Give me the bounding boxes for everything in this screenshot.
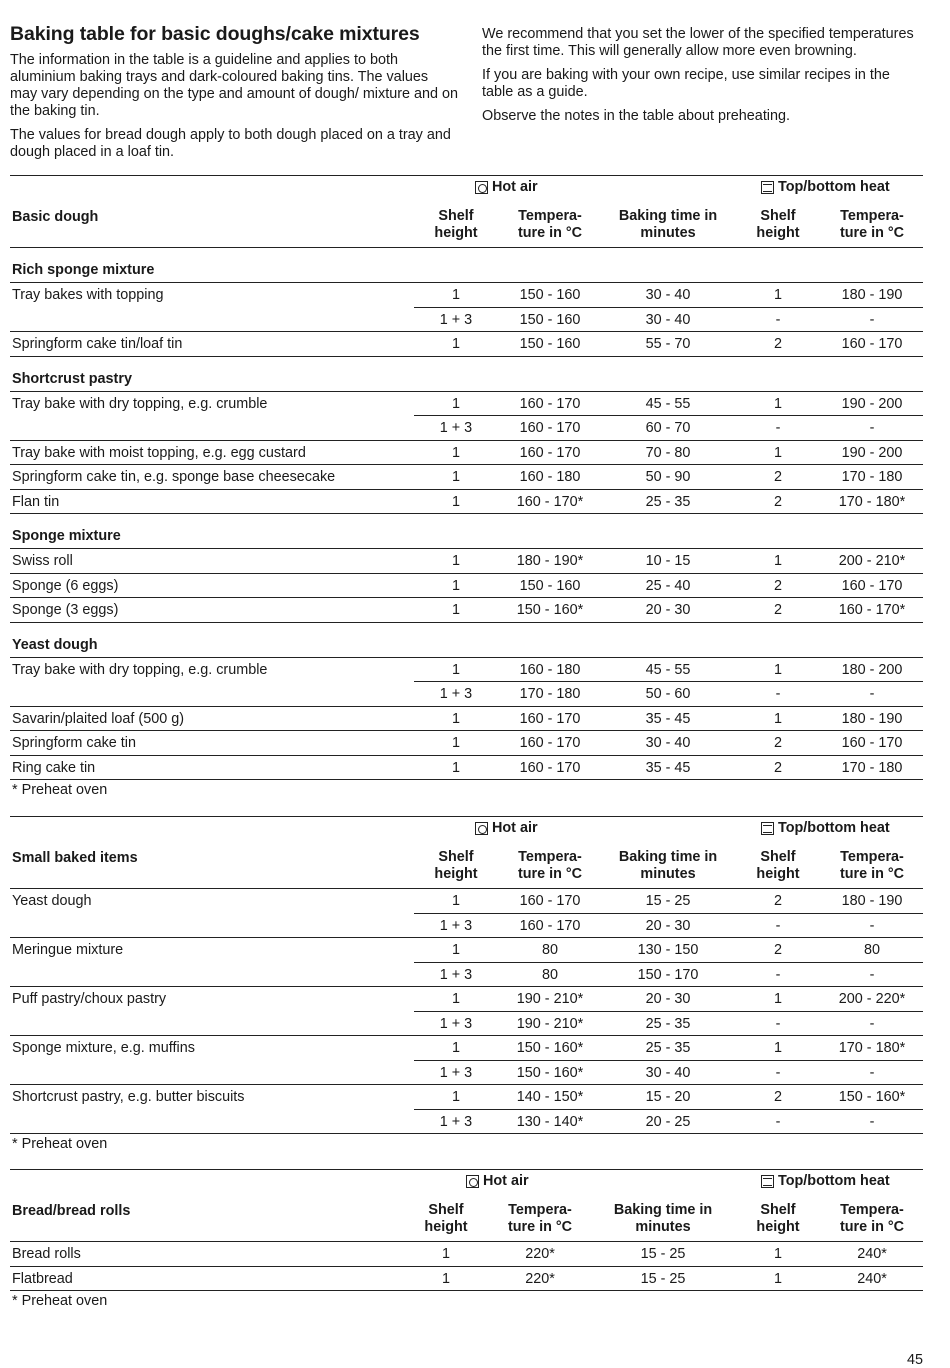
hot-air-icon (475, 822, 488, 835)
temperature-header: Tempera- ture in °C (839, 208, 905, 241)
hot-air-temperature-cell: 80 (541, 942, 558, 958)
hot-air-shelf-cell: 1 (451, 759, 460, 776)
page-number: 45 (906, 1352, 923, 1368)
top-bottom-shelf-cell: 1 (773, 661, 782, 678)
shelf-height-header: Shelf height (756, 208, 800, 241)
top-bottom-shelf-cell: 1 (773, 1246, 782, 1262)
row-label: Flan tin (12, 493, 60, 510)
top-bottom-temperature-cell: 160 - 170* (838, 602, 906, 618)
shelf-height-header: Shelf height (756, 849, 800, 882)
table-row (10, 332, 923, 357)
shelf-height-header: Shelf height (424, 1202, 468, 1235)
table-row (10, 889, 923, 914)
top-bottom-shelf-cell: 2 (773, 735, 782, 751)
table-row (10, 1242, 923, 1267)
baking-time-cell: 25 - 35 (645, 1040, 691, 1056)
baking-time-cell: 20 - 25 (645, 1113, 691, 1130)
top-bottom-shelf-cell: - (775, 966, 781, 983)
top-bottom-heat-icon (761, 822, 774, 835)
hot-air-heading (475, 179, 538, 196)
hot-air-shelf-cell: 1 (451, 893, 460, 909)
preheat-footnote: * Preheat oven (12, 782, 108, 798)
hot-air-temperature-cell: 150 - 160* (516, 1064, 584, 1081)
top-bottom-heat-icon (761, 1175, 774, 1188)
baking-time-header: Baking time in minutes (613, 1202, 713, 1235)
top-bottom-temperature-cell: 170 - 180* (838, 493, 906, 510)
baking-time-cell: 25 - 35 (645, 493, 691, 510)
top-bottom-shelf-cell: 1 (773, 287, 782, 303)
hot-air-shelf-cell: 1 + 3 (439, 917, 473, 934)
top-bottom-shelf-cell: 1 (773, 444, 782, 461)
intro-paragraph: The information in the table is a guideline and applies to both aluminium baking trays and dark-coloured baking tins. The values may vary depending on the type and amount of dough/ mixture and on the baking tin. (10, 52, 459, 119)
baking-time-header: Baking time in minutes (618, 208, 718, 241)
hot-air-shelf-cell: 1 + 3 (439, 311, 473, 328)
temperature-header: Tempera- ture in °C (517, 849, 583, 882)
row-label: Yeast dough (12, 893, 92, 909)
hot-air-temperature-cell: 160 - 170 (519, 917, 581, 934)
table-row (10, 1085, 923, 1110)
baking-time-cell: 20 - 30 (645, 917, 691, 934)
baking-time-cell: 130 - 150 (637, 942, 699, 958)
table-row (10, 707, 923, 732)
hot-air-shelf-cell: 1 + 3 (439, 686, 473, 702)
hot-air-temperature-cell: 140 - 150* (516, 1089, 584, 1105)
hot-air-temperature-cell: 160 - 180 (519, 469, 581, 485)
row-label: Sponge (3 eggs) (12, 602, 119, 618)
shelf-height-header: Shelf height (756, 1202, 800, 1235)
baking-time-cell: 55 - 70 (645, 336, 691, 352)
table-row (10, 682, 923, 707)
top-bottom-heat-heading (761, 1173, 890, 1190)
baking-time-cell: 30 - 40 (645, 311, 691, 328)
hot-air-shelf-cell: 1 (441, 1270, 450, 1287)
top-bottom-shelf-cell: 1 (773, 395, 782, 412)
hot-air-shelf-cell: 1 (451, 661, 460, 678)
baking-time-cell: 15 - 25 (640, 1270, 686, 1287)
group-heading-row (10, 514, 923, 549)
hot-air-temperature-cell: 150 - 160 (519, 336, 581, 352)
intro-paragraph: We recommend that you set the lower of the specified temperatures the first time. This will generally allow more even browning. (482, 26, 914, 59)
hot-air-shelf-cell: 1 (451, 577, 460, 594)
intro-paragraph: Observe the notes in the table about preheating. (482, 108, 791, 124)
row-label: Meringue mixture (12, 942, 124, 958)
hot-air-heading-label: Hot air (492, 179, 538, 195)
baking-time-cell: 50 - 60 (645, 686, 691, 702)
top-bottom-temperature-cell: - (869, 311, 875, 328)
row-label: Springform cake tin/loaf tin (12, 336, 183, 352)
top-bottom-temperature-cell: 190 - 200 (841, 444, 903, 461)
table-row (10, 963, 923, 988)
row-label: Savarin/plaited loaf (500 g) (12, 710, 184, 727)
top-bottom-heat-heading-label: Top/bottom heat (778, 1173, 890, 1189)
temperature-header: Tempera- ture in °C (839, 1202, 905, 1235)
hot-air-shelf-cell: 1 + 3 (439, 420, 473, 436)
top-bottom-heat-heading-label: Top/bottom heat (778, 820, 890, 836)
top-bottom-shelf-cell: 1 (773, 710, 782, 727)
top-bottom-shelf-cell: - (775, 311, 781, 328)
group-heading-row (10, 623, 923, 658)
intro-section (10, 22, 924, 168)
baking-table (10, 1169, 923, 1311)
top-bottom-temperature-cell: - (869, 420, 875, 436)
hot-air-shelf-cell: 1 (451, 553, 460, 569)
table-row (10, 658, 923, 683)
table-row (10, 416, 923, 441)
baking-time-cell: 15 - 20 (645, 1089, 691, 1105)
top-bottom-shelf-cell: 2 (773, 469, 782, 485)
baking-time-cell: 35 - 45 (645, 710, 691, 727)
top-bottom-heat-heading (761, 179, 890, 196)
hot-air-shelf-cell: 1 (451, 444, 460, 461)
row-label: Tray bake with dry topping, e.g. crumble (12, 661, 268, 678)
hot-air-heading (475, 820, 538, 837)
row-label: Flatbread (12, 1270, 73, 1287)
row-divider (10, 1290, 923, 1291)
hot-air-heading (466, 1173, 529, 1190)
group-heading: Shortcrust pastry (12, 370, 132, 387)
row-label: Sponge mixture, e.g. muffins (12, 1040, 195, 1056)
table-row (10, 392, 923, 417)
table-row (10, 308, 923, 333)
group-heading-row (10, 357, 923, 392)
table-title: Basic dough (12, 209, 99, 225)
baking-time-cell: 30 - 40 (645, 735, 691, 751)
top-bottom-temperature-cell: - (869, 1015, 875, 1032)
hot-air-heading-label: Hot air (492, 820, 538, 836)
top-bottom-temperature-cell: 160 - 170 (841, 336, 903, 352)
baking-time-header: Baking time in minutes (618, 849, 718, 882)
group-heading: Sponge mixture (12, 528, 121, 544)
top-bottom-temperature-cell: 190 - 200 (841, 395, 903, 412)
table-row (10, 987, 923, 1012)
top-bottom-shelf-cell: 1 (773, 553, 782, 569)
baking-time-cell: 60 - 70 (645, 420, 691, 436)
row-divider (10, 779, 923, 780)
top-bottom-temperature-cell: - (869, 686, 875, 702)
baking-time-cell: 15 - 25 (640, 1246, 686, 1262)
top-bottom-shelf-cell: 2 (773, 893, 782, 909)
hot-air-temperature-cell: 80 (541, 966, 558, 983)
top-bottom-temperature-cell: - (869, 1064, 875, 1081)
baking-time-cell: 50 - 90 (645, 469, 691, 485)
hot-air-shelf-cell: 1 + 3 (439, 1015, 473, 1032)
table-row (10, 465, 923, 490)
hot-air-shelf-cell: 1 (451, 942, 460, 958)
table-row (10, 914, 923, 939)
shelf-height-header: Shelf height (434, 849, 478, 882)
table-row (10, 1267, 923, 1292)
table-row (10, 1036, 923, 1061)
hot-air-temperature-cell: 160 - 170 (519, 395, 581, 412)
top-bottom-temperature-cell: 200 - 220* (838, 991, 906, 1007)
top-bottom-temperature-cell: - (869, 917, 875, 934)
hot-air-shelf-cell: 1 (451, 991, 460, 1007)
top-bottom-temperature-cell: 180 - 190 (841, 710, 903, 727)
table-row (10, 1110, 923, 1135)
top-bottom-temperature-cell: 200 - 210* (838, 553, 906, 569)
intro-paragraph: If you are baking with your own recipe, use similar recipes in the table as a guide. (482, 67, 890, 100)
top-bottom-heat-heading (761, 820, 890, 837)
row-label: Tray bake with dry topping, e.g. crumble (12, 395, 268, 412)
hot-air-temperature-cell: 160 - 170* (516, 493, 584, 510)
shelf-height-header: Shelf height (434, 208, 478, 241)
top-bottom-shelf-cell: 2 (773, 759, 782, 776)
table-row (10, 283, 923, 308)
top-bottom-temperature-cell: 240* (857, 1270, 887, 1287)
top-bottom-shelf-cell: 2 (773, 1089, 782, 1105)
baking-time-cell: 25 - 35 (645, 1015, 691, 1032)
row-label: Sponge (6 eggs) (12, 577, 119, 594)
baking-table (10, 816, 923, 1154)
row-label: Swiss roll (12, 553, 73, 569)
hot-air-shelf-cell: 1 (451, 336, 460, 352)
hot-air-temperature-cell: 130 - 140* (516, 1113, 584, 1130)
hot-air-temperature-cell: 160 - 170 (519, 420, 581, 436)
baking-time-cell: 25 - 40 (645, 577, 691, 594)
top-bottom-shelf-cell: - (775, 686, 781, 702)
baking-time-cell: 10 - 15 (645, 553, 691, 569)
hot-air-shelf-cell: 1 (441, 1246, 450, 1262)
top-bottom-temperature-cell: 80 (863, 942, 880, 958)
top-bottom-temperature-cell: 150 - 160* (838, 1089, 906, 1105)
page-title: Baking table for basic doughs/cake mixtures (10, 23, 420, 45)
hot-air-shelf-cell: 1 (451, 735, 460, 751)
row-label: Tray bakes with topping (12, 287, 164, 303)
hot-air-temperature-cell: 150 - 160* (516, 1040, 584, 1056)
hot-air-shelf-cell: 1 (451, 1040, 460, 1056)
top-bottom-shelf-cell: 2 (773, 493, 782, 510)
table-row (10, 731, 923, 756)
hot-air-temperature-cell: 150 - 160 (519, 311, 581, 328)
group-heading-row (10, 248, 923, 283)
baking-time-cell: 15 - 25 (645, 893, 691, 909)
top-bottom-shelf-cell: 1 (773, 1040, 782, 1056)
row-divider (10, 1133, 923, 1134)
top-bottom-shelf-cell: 2 (773, 577, 782, 594)
hot-air-temperature-cell: 160 - 170 (519, 735, 581, 751)
row-label: Ring cake tin (12, 759, 96, 776)
hot-air-shelf-cell: 1 (451, 493, 460, 510)
top-bottom-temperature-cell: 180 - 190 (841, 287, 903, 303)
hot-air-temperature-cell: 190 - 210* (516, 991, 584, 1007)
baking-time-cell: 45 - 55 (645, 661, 691, 678)
top-bottom-temperature-cell: 240* (857, 1246, 887, 1262)
table-header (10, 1170, 923, 1242)
hot-air-shelf-cell: 1 (451, 395, 460, 412)
table-title: Small baked items (12, 850, 138, 866)
hot-air-temperature-cell: 220* (525, 1246, 555, 1262)
top-bottom-shelf-cell: - (775, 420, 781, 436)
temperature-header: Tempera- ture in °C (839, 849, 905, 882)
top-bottom-temperature-cell: - (869, 966, 875, 983)
row-label: Springform cake tin (12, 735, 136, 751)
top-bottom-temperature-cell: 160 - 170 (841, 577, 903, 594)
baking-time-cell: 20 - 30 (645, 991, 691, 1007)
top-bottom-temperature-cell: 170 - 180 (841, 469, 903, 485)
row-label: Shortcrust pastry, e.g. butter biscuits (12, 1089, 245, 1105)
table-header (10, 176, 923, 248)
hot-air-shelf-cell: 1 (451, 1089, 460, 1105)
baking-time-cell: 45 - 55 (645, 395, 691, 412)
hot-air-icon (466, 1175, 479, 1188)
table-row (10, 549, 923, 574)
hot-air-shelf-cell: 1 (451, 602, 460, 618)
table-header (10, 817, 923, 889)
top-bottom-temperature-cell: - (869, 1113, 875, 1130)
row-label: Puff pastry/choux pastry (12, 991, 167, 1007)
top-bottom-temperature-cell: 170 - 180 (841, 759, 903, 776)
hot-air-heading-label: Hot air (483, 1173, 529, 1189)
intro-left-column (10, 22, 458, 168)
top-bottom-shelf-cell: - (775, 1015, 781, 1032)
intro-right-column (482, 26, 924, 132)
table-row (10, 756, 923, 781)
hot-air-temperature-cell: 160 - 170 (519, 710, 581, 727)
hot-air-temperature-cell: 160 - 170 (519, 759, 581, 776)
top-bottom-shelf-cell: 2 (773, 602, 782, 618)
baking-table (10, 175, 923, 800)
table-row (10, 938, 923, 963)
top-bottom-shelf-cell: 2 (773, 336, 782, 352)
top-bottom-shelf-cell: - (775, 1113, 781, 1130)
table-row (10, 490, 923, 515)
row-label: Bread rolls (12, 1246, 81, 1262)
baking-time-cell: 30 - 40 (645, 287, 691, 303)
top-bottom-temperature-cell: 180 - 190 (841, 893, 903, 909)
top-bottom-shelf-cell: 1 (773, 991, 782, 1007)
hot-air-temperature-cell: 150 - 160 (519, 287, 581, 303)
hot-air-temperature-cell: 220* (525, 1270, 555, 1287)
preheat-footnote: * Preheat oven (12, 1136, 108, 1152)
hot-air-shelf-cell: 1 + 3 (439, 1113, 473, 1130)
hot-air-shelf-cell: 1 (451, 469, 460, 485)
baking-time-cell: 150 - 170 (637, 966, 699, 983)
hot-air-shelf-cell: 1 + 3 (439, 966, 473, 983)
table-title: Bread/bread rolls (12, 1203, 131, 1219)
table-row (10, 1012, 923, 1037)
hot-air-temperature-cell: 170 - 180 (519, 686, 581, 702)
top-bottom-shelf-cell: 1 (773, 1270, 782, 1287)
group-heading: Yeast dough (12, 636, 98, 653)
temperature-header: Tempera- ture in °C (517, 208, 583, 241)
baking-time-cell: 30 - 40 (645, 1064, 691, 1081)
top-bottom-temperature-cell: 170 - 180* (838, 1040, 906, 1056)
row-label: Springform cake tin, e.g. sponge base cheesecake (12, 469, 336, 485)
hot-air-shelf-cell: 1 + 3 (439, 1064, 473, 1081)
hot-air-temperature-cell: 150 - 160 (519, 577, 581, 594)
preheat-footnote: * Preheat oven (12, 1293, 108, 1309)
table-row (10, 1061, 923, 1086)
top-bottom-temperature-cell: 180 - 200 (841, 661, 903, 678)
top-bottom-heat-heading-label: Top/bottom heat (778, 179, 890, 195)
baking-time-cell: 70 - 80 (645, 444, 691, 461)
baking-time-cell: 20 - 30 (645, 602, 691, 618)
table-row (10, 598, 923, 623)
top-bottom-temperature-cell: 160 - 170 (841, 735, 903, 751)
hot-air-temperature-cell: 160 - 180 (519, 661, 581, 678)
row-label: Tray bake with moist topping, e.g. egg custard (12, 444, 306, 461)
hot-air-temperature-cell: 190 - 210* (516, 1015, 584, 1032)
hot-air-temperature-cell: 160 - 170 (519, 893, 581, 909)
hot-air-temperature-cell: 180 - 190* (516, 553, 584, 569)
table-row (10, 441, 923, 466)
hot-air-shelf-cell: 1 (451, 710, 460, 727)
top-bottom-shelf-cell: 2 (773, 942, 782, 958)
hot-air-temperature-cell: 160 - 170 (519, 444, 581, 461)
top-bottom-shelf-cell: - (775, 1064, 781, 1081)
hot-air-icon (475, 181, 488, 194)
group-heading: Rich sponge mixture (12, 262, 155, 278)
top-bottom-heat-icon (761, 181, 774, 194)
hot-air-shelf-cell: 1 (451, 287, 460, 303)
intro-paragraph: The values for bread dough apply to both dough placed on a tray and dough placed in a loaf tin. (10, 127, 451, 160)
temperature-header: Tempera- ture in °C (507, 1202, 573, 1235)
baking-time-cell: 35 - 45 (645, 759, 691, 776)
top-bottom-shelf-cell: - (775, 917, 781, 934)
hot-air-temperature-cell: 150 - 160* (516, 602, 584, 618)
table-row (10, 574, 923, 599)
